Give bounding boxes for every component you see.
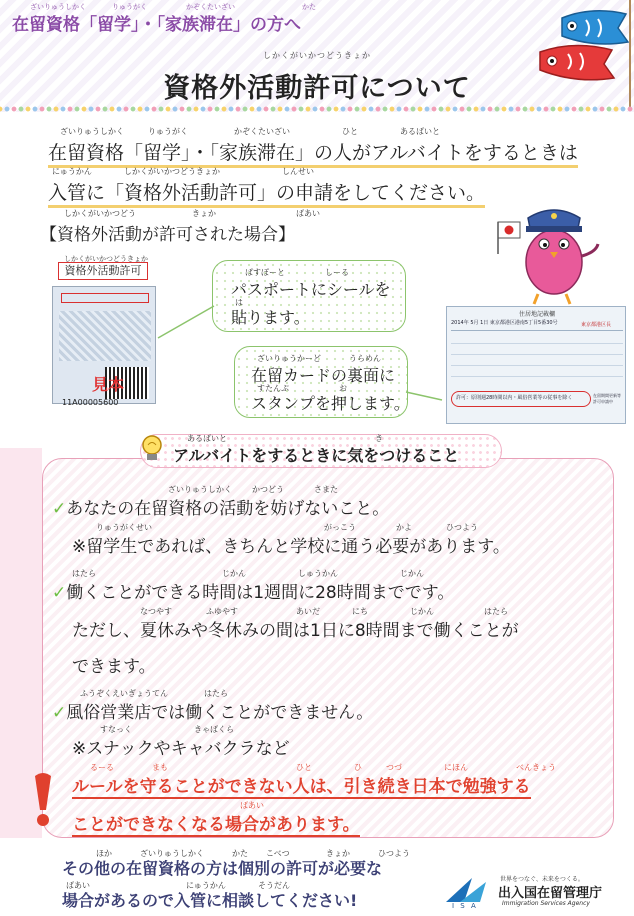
footer-ruby: きょか: [326, 849, 350, 858]
sample-number: 11A00005600: [62, 398, 119, 407]
section-ruby: しかくがいかつどう: [64, 209, 136, 218]
note-ruby: すなっく: [100, 725, 132, 734]
bubble-ruby: うらめん: [349, 354, 381, 363]
note-ruby: かよ: [396, 523, 412, 532]
note-text: 働くことができる時間は1週間に28時間までです。: [66, 583, 455, 603]
note-ruby: なつやす: [140, 607, 172, 616]
footer-ruby: ばあい: [66, 881, 90, 890]
section-ruby: きょか: [192, 209, 216, 218]
warning-line-1: ルールを守ることができない人は、引き続き日本で勉強する: [72, 772, 531, 799]
bubble-line: スタンプを押します。: [251, 394, 410, 413]
header-ruby: りゅうがく: [112, 3, 147, 11]
intro-line-1: 在留資格「留学」・「家族滞在」の人がアルバイトをするときは: [48, 138, 578, 168]
footer-ruby: ざいりゅうしかく: [140, 849, 204, 858]
tips-banner: [140, 434, 502, 468]
intro-line-2: 入管に「資格外活動許可」の申請をしてください。: [48, 178, 485, 208]
note-item: [52, 698, 373, 723]
warning-ruby: まも: [152, 763, 168, 772]
agency-name: 出入国在留管理庁: [498, 886, 603, 901]
bubble-ruby: すたんぷ: [257, 384, 289, 393]
page-title: 資格外活動許可について: [163, 73, 471, 104]
note-ruby: はたら: [204, 689, 228, 698]
header-ruby: かぞくたいざい: [186, 3, 235, 11]
warning-ruby: にほん: [444, 763, 468, 772]
card-back-stamp: 東京都港区長: [581, 322, 612, 328]
warning-ruby: つづ: [386, 763, 402, 772]
bubble-ruby: しーる: [325, 268, 349, 277]
intro-ruby: ざいりゅうしかく: [60, 127, 124, 136]
mascot-icon: [494, 200, 604, 310]
warning-ruby: るーる: [90, 763, 114, 772]
note-ruby: りゅうがくせい: [96, 523, 152, 532]
warning-ruby: べんきょう: [516, 763, 556, 772]
callout-pointer: [156, 300, 216, 340]
note-ruby: ざいりゅうしかく: [168, 485, 232, 494]
note-text: 風俗営業店では働くことができません。: [66, 703, 374, 723]
bubble-line: 貼ります。: [231, 308, 310, 327]
blue-carp-icon: [562, 11, 628, 44]
note-ruby: じかん: [410, 607, 434, 616]
light-bulb-icon: [138, 432, 166, 464]
note-ruby: きゃばくら: [194, 725, 234, 734]
header-ruby: かた: [302, 3, 316, 11]
note-ruby: がっこう: [324, 523, 356, 532]
bubble-line: 在留カードの裏面に: [251, 366, 396, 385]
card-stamp-callout: [234, 346, 408, 418]
footer-ruby: ひつよう: [378, 849, 410, 858]
note-ruby: はたら: [72, 569, 96, 578]
check-icon: ✓: [52, 703, 67, 723]
intro-ruby: しかくがいかつどうきょか: [124, 167, 220, 176]
banner-ruby: き: [375, 434, 383, 443]
title-ruby: しかくがいかつどうきょか: [263, 51, 371, 60]
residence-card-back-image: [446, 306, 626, 424]
footer-line-1: その他の在留資格の方は個別の許可が必要な: [62, 859, 383, 878]
intro-ruby: りゅうがく: [148, 127, 188, 136]
bubble-ruby: ざいりゅうかーど: [257, 354, 321, 363]
sample-label-ruby: しかくがいかつどうきょか: [64, 255, 148, 263]
banner-ruby: あるばいと: [187, 434, 227, 443]
sample-label: 資格外活動許可: [58, 262, 148, 280]
note-sub: ※留学生であれば、きちんと学校に通う必要があります。: [72, 537, 510, 557]
isa-logo-text: I S A: [452, 902, 478, 910]
card-back-row: 2014年 5月 1日 東京都港区港南5丁目5番30号: [451, 319, 623, 331]
note-ruby: あいだ: [296, 607, 320, 616]
callout-pointer: [404, 380, 444, 404]
footer-ruby: ほか: [96, 849, 112, 858]
passport-sticker-callout: [212, 260, 406, 332]
note-ruby: ふうぞくえいぎょうてん: [80, 689, 168, 698]
note-ruby: じかん: [400, 569, 424, 578]
note-ruby: かつどう: [252, 485, 284, 494]
bubble-ruby: は: [235, 298, 243, 307]
warning-ruby: ひと: [296, 763, 312, 772]
bubble-ruby: お: [339, 384, 347, 393]
card-back-title: 住居地記載欄: [518, 311, 555, 318]
note-ruby: じかん: [222, 569, 246, 578]
footer-line-2: 場合があるので入管に相談してください!: [62, 891, 358, 910]
warning-ruby: ばあい: [240, 801, 264, 810]
note-sub: ※スナックやキャバクラなど: [72, 739, 290, 759]
intro-ruby: かぞくたいざい: [234, 127, 290, 136]
card-back-permit-stamp: 許可：原則週28時間以内・風俗営業等の従事を除く: [451, 391, 591, 407]
note-ruby: しゅうかん: [298, 569, 338, 578]
intro-ruby: しんせい: [282, 167, 314, 176]
intro-ruby: あるばいと: [400, 127, 440, 136]
footer-ruby: かた: [232, 849, 248, 858]
card-back-side-note: 在留期間更新等許可申請中: [593, 393, 621, 404]
note-ruby: ふゆやす: [206, 607, 238, 616]
banner-text: アルバイトをするときに気をつけること: [173, 446, 460, 465]
agency-tagline: 世界をつなぐ、未来をつくる。: [500, 876, 584, 883]
header-ruby: ざいりゅうしかく: [30, 3, 86, 11]
note-item: [52, 494, 389, 519]
exclamation-icon: [30, 772, 56, 828]
note-sub: ただし、夏休みや冬休みの間は1日に8時間まで働くことが: [72, 621, 519, 641]
note-sub: できます。: [72, 657, 156, 677]
intro-ruby: ひと: [342, 127, 358, 136]
dot-divider: [0, 104, 634, 114]
check-icon: ✓: [52, 583, 67, 603]
warning-line-2: ことができなくなる場合があります。: [72, 810, 360, 837]
check-icon: ✓: [52, 499, 67, 519]
target-audience: 在留資格「留学」・「家族滞在」の方へ: [12, 15, 301, 35]
footer-ruby: そうだん: [258, 881, 290, 890]
note-text: あなたの在留資格の活動を妨げないこと。: [66, 499, 390, 519]
sample-stamp: 見本: [92, 375, 125, 394]
bubble-ruby: ぱすぽーと: [245, 268, 285, 277]
note-ruby: さまた: [314, 485, 338, 494]
agency-english-name: Immigration Services Agency: [502, 900, 590, 907]
bubble-line: パスポートにシールを: [231, 280, 391, 299]
note-ruby: はたら: [484, 607, 508, 616]
note-ruby: にち: [352, 607, 368, 616]
note-ruby: ひつよう: [446, 523, 478, 532]
footer-ruby: にゅうかん: [186, 881, 226, 890]
warning-ruby: ひ: [354, 763, 362, 772]
section-heading: 【資格外活動が許可された場合】: [40, 225, 295, 245]
footer-ruby: こべつ: [266, 849, 290, 858]
intro-ruby: にゅうかん: [52, 167, 92, 176]
section-ruby: ばあい: [296, 209, 320, 218]
note-item: [52, 578, 454, 603]
